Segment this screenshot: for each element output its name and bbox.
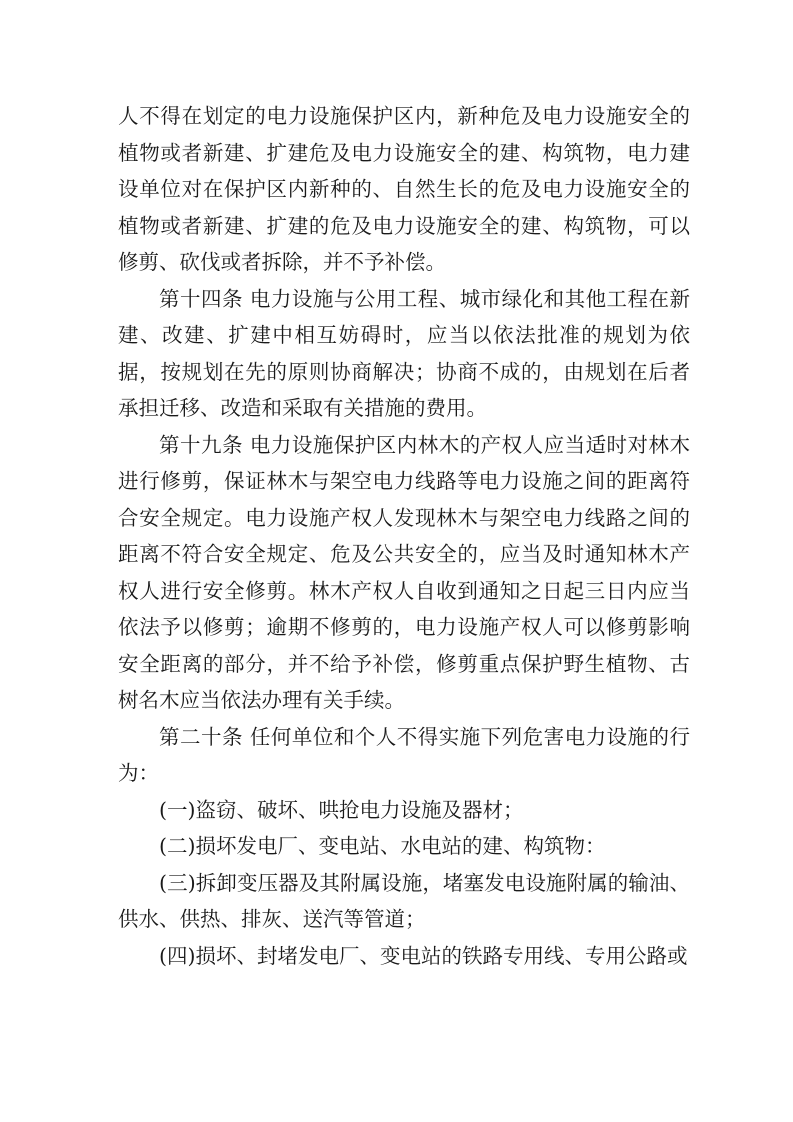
list-item-4: (四)损坏、封堵发电厂、变电站的铁路专用线、专用公路或 [159, 943, 688, 968]
list-item-1: (一)盗窃、破坏、哄抢电力设施及器材； [159, 797, 524, 822]
paragraph-continuation: 人不得在划定的电力设施保护区内，新种危及电力设施安全的植物或者新建、扩建危及电力设施安全的建、构筑物，电力建设单位对在保护区内新种的、自然生长的危及电力设施安全的植物或者新建、扩建的危及电力设施安全的建、构筑物，可以修剪、砍伐或者拆除，并不予补偿。 [118, 104, 690, 274]
paragraph-article-19: 第十九条 电力设施保护区内林木的产权人应当适时对林木进行修剪，保证林木与架空电力线路等电力设施之间的距离符合安全规定。电力设施产权人发现林木与架空电力线路之间的距离不符合安全规定、危及公共安全的，应当及时通知林木产权人进行安全修剪。林木产权人自收到通知之日起三日内应当依法予以修剪；逾期不修剪的，电力设施产权人可以修剪影响安全距离的部分，并不给予补偿，修剪重点保护野生植物、古树名木应当依法办理有关手续。 [118, 432, 690, 712]
paragraph-article-14: 第十四条 电力设施与公用工程、城市绿化和其他工程在新建、改建、扩建中相互妨碍时，应当以依法批准的规划为依据，按规划在先的原则协商解决；协商不成的，由规划在后者承担迁移、改造和采取有关措施的费用。 [118, 286, 690, 420]
list-item-2: (二)损坏发电厂、变电站、水电站的建、构筑物： [159, 834, 606, 858]
document-body [118, 98, 690, 974]
paragraph-article-20: 第二十条 任何单位和个人不得实施下列危害电力设施的行为： [118, 724, 690, 785]
list-item-3: (三)拆卸变压器及其附属设施，堵塞发电设施附属的输油、供水、供热、排灰、送汽等管道； [118, 870, 690, 931]
